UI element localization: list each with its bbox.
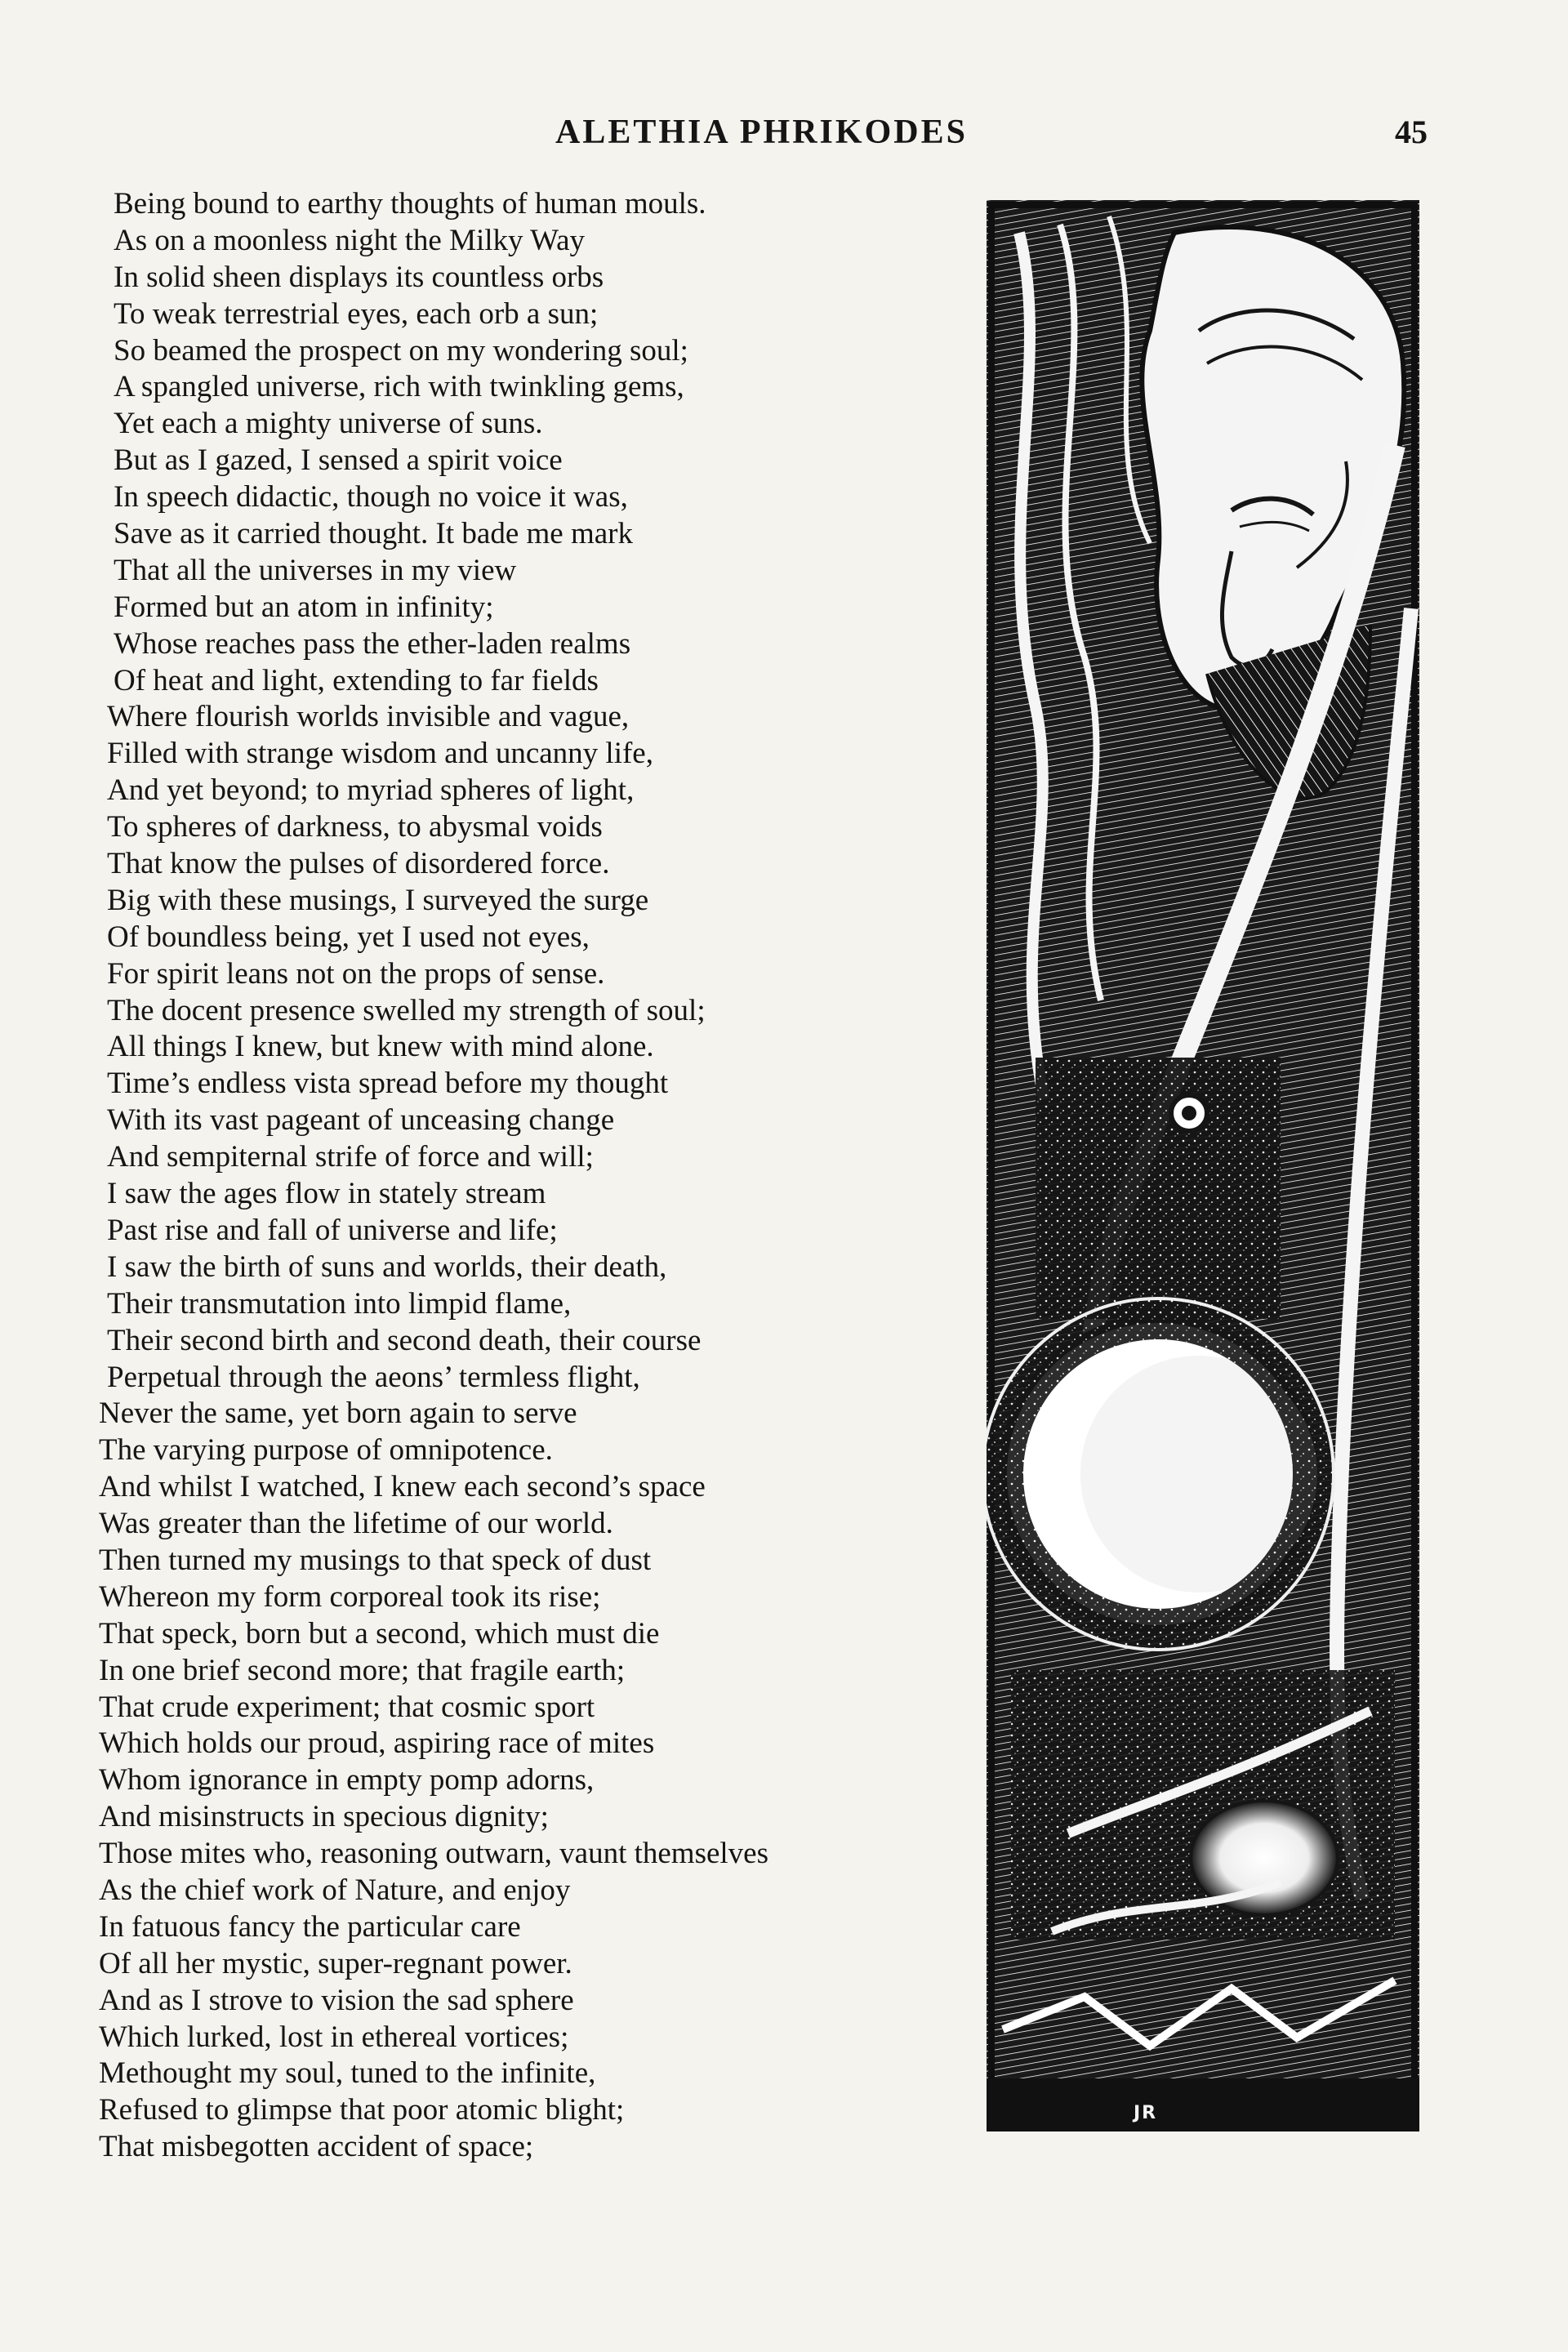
poem-line: That misbegotten accident of space; <box>99 2130 534 2164</box>
poem-line: In solid sheen displays its countless orbs <box>114 260 604 294</box>
poem-line: The docent presence swelled my strength of soul; <box>107 993 706 1027</box>
poem-line: That speck, born but a second, which must die <box>99 1616 660 1650</box>
poem-line: In one brief second more; that fragile earth; <box>99 1653 626 1687</box>
poem-line: Whose reaches pass the ether-laden realms <box>114 626 631 661</box>
poem-line: All things I knew, but knew with mind alone. <box>107 1030 654 1064</box>
starfield <box>1036 1058 1281 1319</box>
poem-text <box>96 186 978 2166</box>
poem-line: Those mites who, reasoning outwarn, vaunt themselves <box>99 1837 768 1871</box>
poem-line: Formed but an atom in infinity; <box>114 590 494 624</box>
poem-line: Where flourish worlds invisible and vague, <box>107 700 630 734</box>
poem-line: That know the pulses of disordered force. <box>107 847 610 881</box>
poem-line: Of all her mystic, super-regnant power. <box>99 1946 572 1980</box>
poem-line: Their transmutation into limpid flame, <box>107 1286 572 1321</box>
poem-line: To spheres of darkness, to abysmal voids <box>107 810 603 844</box>
poem-line: Being bound to earthy thoughts of human mouls. <box>114 187 706 220</box>
poem-line: Past rise and fall of universe and life; <box>107 1213 558 1247</box>
page-number: 45 <box>1395 114 1428 150</box>
poem-line: And as I strove to vision the sad sphere <box>99 1983 574 2017</box>
poem-line: I saw the birth of suns and worlds, their death, <box>107 1250 667 1284</box>
poem-line: Big with these musings, I surveyed the surge <box>107 883 649 917</box>
poem-line: In speech didactic, though no voice it was, <box>114 480 628 514</box>
poem-line: But as I gazed, I sensed a spirit voice <box>114 443 563 478</box>
poem-line: Yet each a mighty universe of suns. <box>114 407 543 441</box>
poem-line: Time’s endless vista spread before my thought <box>107 1067 669 1101</box>
poem-line: In fatuous fancy the particular care <box>99 1909 521 1944</box>
poem-line: As the chief work of Nature, and enjoy <box>99 1873 571 1907</box>
poem-line: Was greater than the lifetime of our world. <box>99 1507 613 1541</box>
poem-line: Never the same, yet born again to serve <box>99 1396 577 1431</box>
poem-line: And misinstructs in specious dignity; <box>99 1800 549 1834</box>
poem-line: As on a moonless night the Milky Way <box>114 223 586 257</box>
poem-line: Filled with strange wisdom and uncanny life, <box>107 737 653 771</box>
page-title: ALETHIA PHRIKODES <box>555 114 968 151</box>
poem-line: That all the universes in my view <box>114 553 517 587</box>
poem-line: For spirit leans not on the props of sense. <box>107 956 605 991</box>
woodcut-illustration <box>987 200 1419 2132</box>
poem-line: A spangled universe, rich with twinkling gems, <box>114 370 684 404</box>
poem-line: Perpetual through the aeons’ termless flight, <box>107 1360 640 1394</box>
poem-line: Methought my soul, tuned to the infinite, <box>99 2056 596 2091</box>
poem-line: Refused to glimpse that poor atomic blight; <box>99 2093 625 2127</box>
poem-line: That crude experiment; that cosmic sport <box>99 1690 595 1724</box>
running-head <box>0 113 1568 162</box>
poem-line: Save as it carried thought. It bade me mark <box>114 517 633 551</box>
poem-line: Of heat and light, extending to far fields <box>114 663 599 697</box>
poem-line: The varying purpose of omnipotence. <box>99 1433 553 1468</box>
poem-line: And whilst I watched, I knew each second’s space <box>99 1470 706 1504</box>
poem-line: Whereon my form corporeal took its rise; <box>99 1579 601 1614</box>
poem-line: Of boundless being, yet I used not eyes, <box>107 920 590 954</box>
poem-line: Whom ignorance in empty pomp adorns, <box>99 1763 595 1797</box>
poem-line: Their second birth and second death, their course <box>107 1323 702 1357</box>
poem-line: And sempiternal strife of force and will; <box>107 1140 594 1174</box>
poem-line: So beamed the prospect on my wondering soul; <box>114 333 688 368</box>
poem-line: And yet beyond; to myriad spheres of light, <box>107 773 635 808</box>
poem-line: Which lurked, lost in ethereal vortices; <box>99 2020 569 2054</box>
poem-line: Which holds our proud, aspiring race of mites <box>99 1726 655 1761</box>
artist-signature: JR <box>1134 2103 1158 2123</box>
poem-line: To weak terrestrial eyes, each orb a sun; <box>114 296 599 331</box>
illustration-artwork <box>987 200 1419 2132</box>
poem-line: With its vast pageant of unceasing change <box>107 1103 615 1138</box>
poem-line: Then turned my musings to that speck of dust <box>99 1543 652 1577</box>
poem-line: I saw the ages flow in stately stream <box>107 1177 546 1211</box>
